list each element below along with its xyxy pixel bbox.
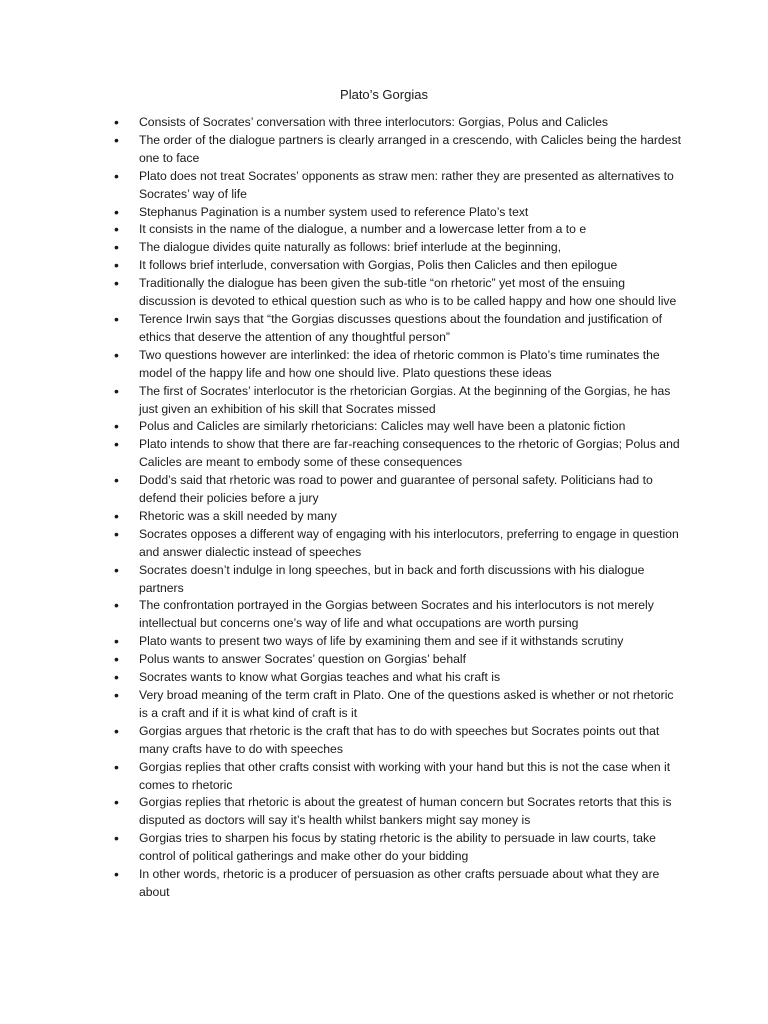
bullet-item: • The confrontation portrayed in the Gorgias between Socrates and his interlocutors is not merely intellectual but concerns one’s way of life and what occupations are worth pursing [112,597,682,633]
bullet-item: • It follows brief interlude, conversation with Gorgias, Polis then Calicles and then epilogue [112,257,682,275]
bullet-item: • Polus and Calicles are similarly rhetoricians: Calicles may well have been a platonic fiction [112,418,682,436]
bullet-item: • Socrates opposes a different way of engaging with his interlocutors, preferring to engage in question and answer dialectic instead of speeches [112,526,682,562]
bullet-item: • Terence Irwin says that “the Gorgias discusses questions about the foundation and justification of ethics that deserve the attention of any thoughtful person” [112,311,682,347]
bullet-item: • Gorgias replies that other crafts consist with working with your hand but this is not the case when it comes to rhetoric [112,759,682,795]
bullet-item: • Gorgias replies that rhetoric is about the greatest of human concern but Socrates retorts that this is disputed as doctors will say it’s health whilst bankers might say money is [112,794,682,830]
bullet-item: • Rhetoric was a skill needed by many [112,508,682,526]
bullet-item: • Stephanus Pagination is a number system used to reference Plato’s text [112,204,682,222]
bullet-item: • Plato intends to show that there are far-reaching consequences to the rhetoric of Gorgias; Polus and Calicles are meant to embody some of these consequences [112,436,682,472]
bullet-list [112,114,682,902]
document-title: Plato’s Gorgias [340,87,428,102]
bullet-item: • Consists of Socrates’ conversation with three interlocutors: Gorgias, Polus and Calicles [112,114,682,132]
bullet-item: • The first of Socrates’ interlocutor is the rhetorician Gorgias. At the beginning of the Gorgias, he has just given an exhibition of his skill that Socrates missed [112,383,682,419]
bullet-item: • Socrates doesn’t indulge in long speeches, but in back and forth discussions with his dialogue partners [112,562,682,598]
bullet-item: • Plato wants to present two ways of life by examining them and see if it withstands scrutiny [112,633,682,651]
bullet-item: • The dialogue divides quite naturally as follows: brief interlude at the beginning, [112,239,682,257]
bullet-item: • Plato does not treat Socrates’ opponents as straw men: rather they are presented as alternatives to Socrates’ way of life [112,168,682,204]
bullet-item: • Gorgias argues that rhetoric is the craft that has to do with speeches but Socrates points out that many crafts have to do with speeches [112,723,682,759]
bullet-item: • In other words, rhetoric is a producer of persuasion as other crafts persuade about what they are about [112,866,682,902]
bullet-item: • Gorgias tries to sharpen his focus by stating rhetoric is the ability to persuade in law courts, take control of political gatherings and make other do your bidding [112,830,682,866]
bullet-item: • Two questions however are interlinked: the idea of rhetoric common is Plato’s time ruminates the model of the happy life and how one should live. Plato questions these ideas [112,347,682,383]
bullet-item: • Dodd’s said that rhetoric was road to power and guarantee of personal safety. Politicians had to defend their policies before a jury [112,472,682,508]
bullet-item: • Polus wants to answer Socrates’ question on Gorgias’ behalf [112,651,682,669]
bullet-item: • Traditionally the dialogue has been given the sub-title “on rhetoric” yet most of the ensuing discussion is devoted to ethical question such as who is to be called happy and how one should live [112,275,682,311]
bullet-item: • It consists in the name of the dialogue, a number and a lowercase letter from a to e [112,221,682,239]
bullet-item: • The order of the dialogue partners is clearly arranged in a crescendo, with Calicles being the hardest one to face [112,132,682,168]
bullet-item: • Socrates wants to know what Gorgias teaches and what his craft is [112,669,682,687]
bullet-item: • Very broad meaning of the term craft in Plato. One of the questions asked is whether or not rhetoric is a craft and if it is what kind of craft is it [112,687,682,723]
